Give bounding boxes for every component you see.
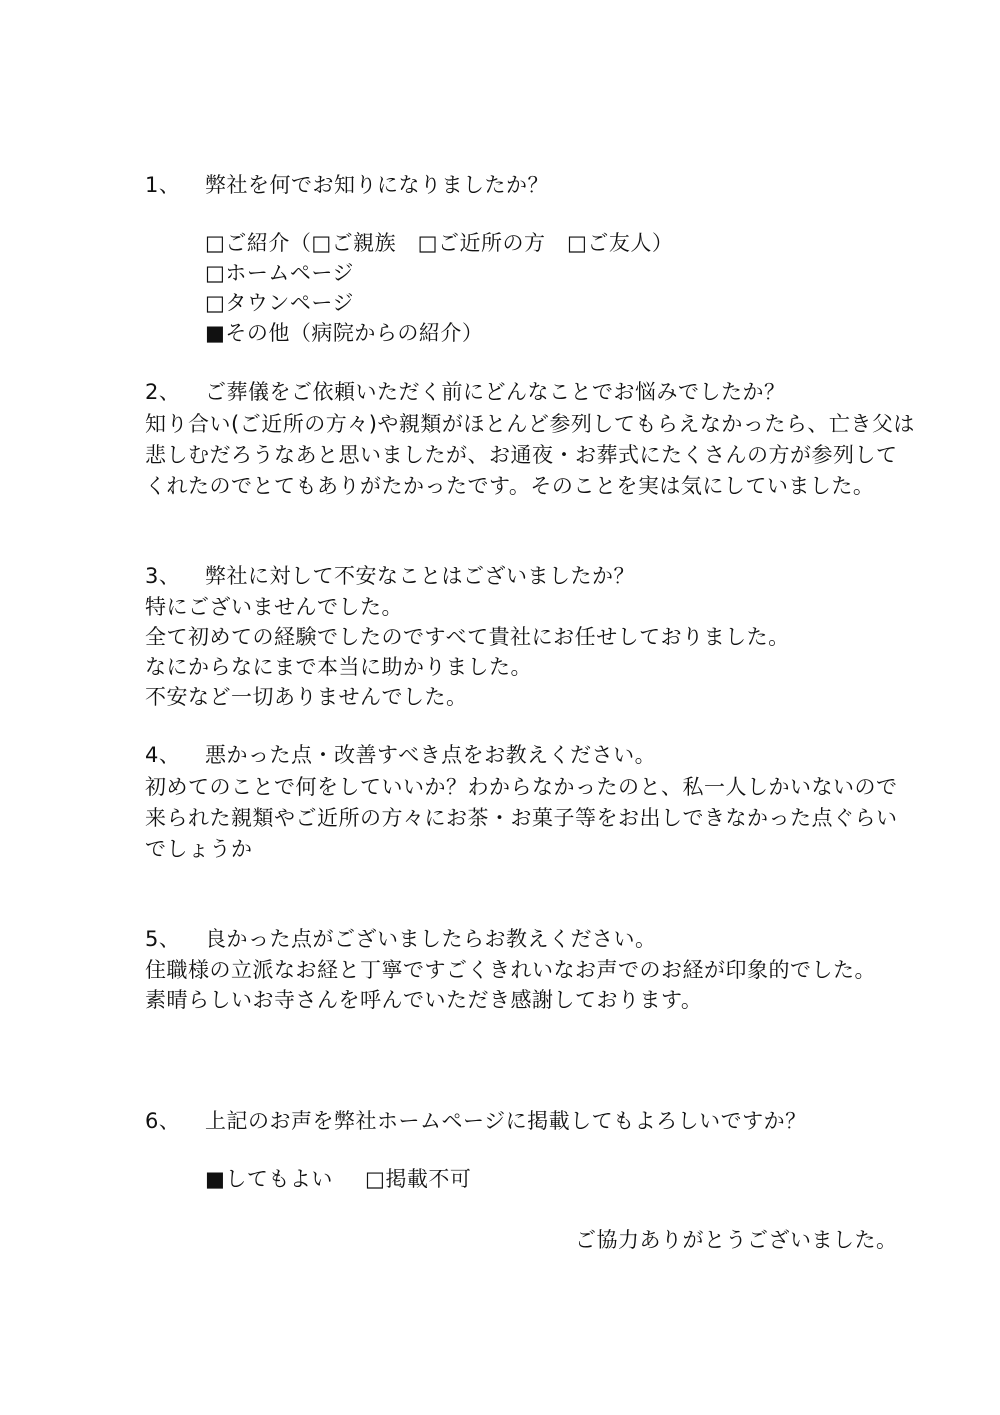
- q2-answer-line: 知り合い(ご近所の方々)や親類がほとんど参列してもらえなかったら、亡き父は: [145, 412, 915, 436]
- q3-answer-line: 不安など一切ありませんでした。: [145, 685, 468, 709]
- q3-answer-line: 全て初めての経験でしたのですべて貴社にお任せしておりました。: [145, 625, 790, 649]
- q5-answer-line: 素晴らしいお寺さんを呼んでいただき感謝しております。: [145, 988, 703, 1012]
- q1-number: 1、: [145, 173, 181, 197]
- q5-number: 5、: [145, 927, 181, 951]
- q3-answer-line: 特にございませんでした。: [145, 595, 403, 619]
- q6-option-allow: ■してもよい: [205, 1167, 333, 1191]
- q6-option-disallow: □掲載不可: [365, 1167, 472, 1191]
- q2-number: 2、: [145, 380, 181, 404]
- q1-option-townpage: □タウンページ: [205, 291, 354, 315]
- q3-answer-line: なにからなにまで本当に助かりました。: [145, 655, 532, 679]
- q2-question: ご葬儀をご依頼いただく前にどんなことでお悩みでしたか？: [205, 380, 786, 404]
- q1-question: 弊社を何でお知りになりましたか？: [205, 173, 549, 197]
- closing-thanks: ご協力ありがとうございました。: [575, 1228, 898, 1252]
- q1-option-introduction: □ご紹介（□ご親族 □ご近所の方 □ご友人）: [205, 231, 674, 255]
- q4-answer-line: 初めてのことで何をしていいか？わからなかったのと、私一人しかいないので: [145, 775, 898, 799]
- q4-question: 悪かった点・改善すべき点をお教えください。: [205, 743, 657, 767]
- q5-answer-line: 住職様の立派なお経と丁寧ですごくきれいなお声でのお経が印象的でした。: [145, 958, 876, 982]
- q4-answer-line: 来られた親類やご近所の方々にお茶・お菓子等をお出しできなかった点ぐらい: [145, 806, 898, 830]
- q1-option-homepage: □ホームページ: [205, 261, 354, 285]
- q6-question: 上記のお声を弊社ホームページに掲載してもよろしいですか？: [205, 1109, 807, 1133]
- q4-answer-line: でしょうか: [145, 837, 253, 861]
- q4-number: 4、: [145, 743, 181, 767]
- q2-answer-line: くれたのでとてもありがたかったです。そのことを実は気にしていました。: [145, 474, 875, 498]
- q3-question: 弊社に対して不安なことはございましたか？: [205, 564, 635, 588]
- q3-number: 3、: [145, 564, 181, 588]
- q5-question: 良かった点がございましたらお教えください。: [205, 927, 657, 951]
- q1-option-other: ■その他（病院からの紹介）: [205, 321, 484, 345]
- q2-answer-line: 悲しむだろうなあと思いましたが、お通夜・お葬式にたくさんの方が参列して: [145, 443, 898, 467]
- q6-number: 6、: [145, 1109, 181, 1133]
